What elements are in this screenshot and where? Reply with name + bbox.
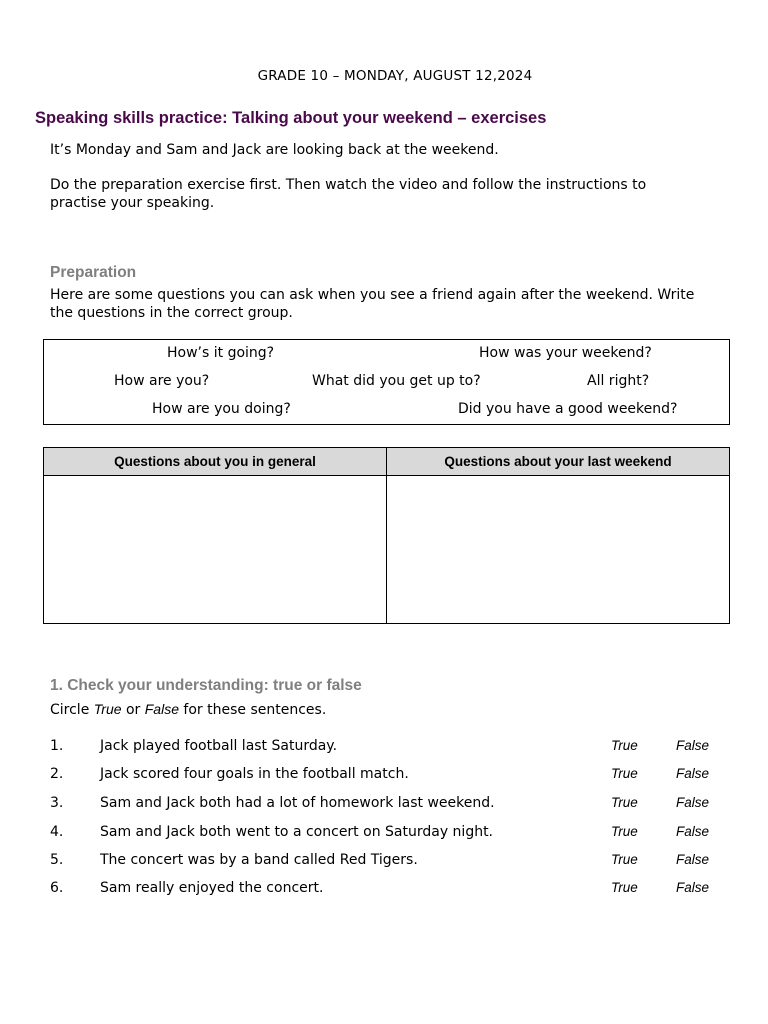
question-bank-item: How are you? [114,373,210,389]
answer-cell-general[interactable] [44,476,387,624]
preparation-instruction-line2: the questions in the correct group. [50,305,293,321]
instruction-true-word: True [93,701,122,717]
question-bank-item: How are you doing? [152,401,291,417]
instruction-text: Circle [50,702,94,718]
intro-instruction-line1: Do the preparation exercise first. Then watch the video and follow the instructions to [50,177,647,193]
statement-row [0,824,768,844]
preparation-heading: Preparation [50,264,137,281]
statement-number: 1. [50,738,64,754]
statement-number: 6. [50,880,64,896]
true-option[interactable]: True [611,852,638,867]
answer-cell-weekend[interactable] [387,476,730,624]
question-bank-item: How was your weekend? [479,345,652,361]
question-bank-item: All right? [587,373,650,389]
statement-number: 3. [50,795,64,811]
instruction-text: for these sentences. [178,702,327,718]
question-sorting-table [43,447,730,624]
exercise-instruction [50,700,730,719]
instruction-text: or [121,702,145,718]
statement-row [0,880,768,900]
false-option[interactable]: False [676,824,710,839]
column-header-weekend: Questions about your last weekend [387,448,730,476]
question-bank-item: Did you have a good weekend? [458,401,678,417]
true-option[interactable]: True [611,766,638,781]
statement-row [0,795,768,815]
statement-row [0,852,768,872]
date-header: GRADE 10 – MONDAY, AUGUST 12,2024 [257,68,533,84]
exercise-heading: 1. Check your understanding: true or false [50,677,362,694]
statement-text: The concert was by a band called Red Tigers. [100,852,418,868]
statement-text: Sam and Jack both had a lot of homework last weekend. [100,795,495,811]
true-option[interactable]: True [611,824,638,839]
column-header-general: Questions about you in general [44,448,387,476]
statement-number: 5. [50,852,64,868]
statement-row [0,766,768,786]
true-option[interactable]: True [611,795,638,810]
statement-text: Sam really enjoyed the concert. [100,880,324,896]
intro-instruction-line2: practise your speaking. [50,195,215,211]
preparation-instruction-line1: Here are some questions you can ask when you see a friend again after the weekend. Write [50,287,695,303]
question-bank-item: How’s it going? [167,345,275,361]
statement-text: Jack scored four goals in the football match. [100,766,409,782]
statement-row [0,738,768,758]
false-option[interactable]: False [676,880,710,895]
statement-text: Sam and Jack both went to a concert on Saturday night. [100,824,494,840]
false-option[interactable]: False [676,795,710,810]
page-title: Speaking skills practice: Talking about your weekend – exercises [35,109,547,127]
true-option[interactable]: True [611,880,638,895]
question-bank-item: What did you get up to? [312,373,481,389]
statement-number: 2. [50,766,64,782]
intro-line: It’s Monday and Sam and Jack are looking back at the weekend. [50,142,499,158]
question-bank-box [43,339,730,425]
statement-text: Jack played football last Saturday. [100,738,338,754]
true-option[interactable]: True [611,738,638,753]
instruction-false-word: False [144,701,179,717]
false-option[interactable]: False [676,852,710,867]
false-option[interactable]: False [676,738,710,753]
statement-number: 4. [50,824,64,840]
false-option[interactable]: False [676,766,710,781]
